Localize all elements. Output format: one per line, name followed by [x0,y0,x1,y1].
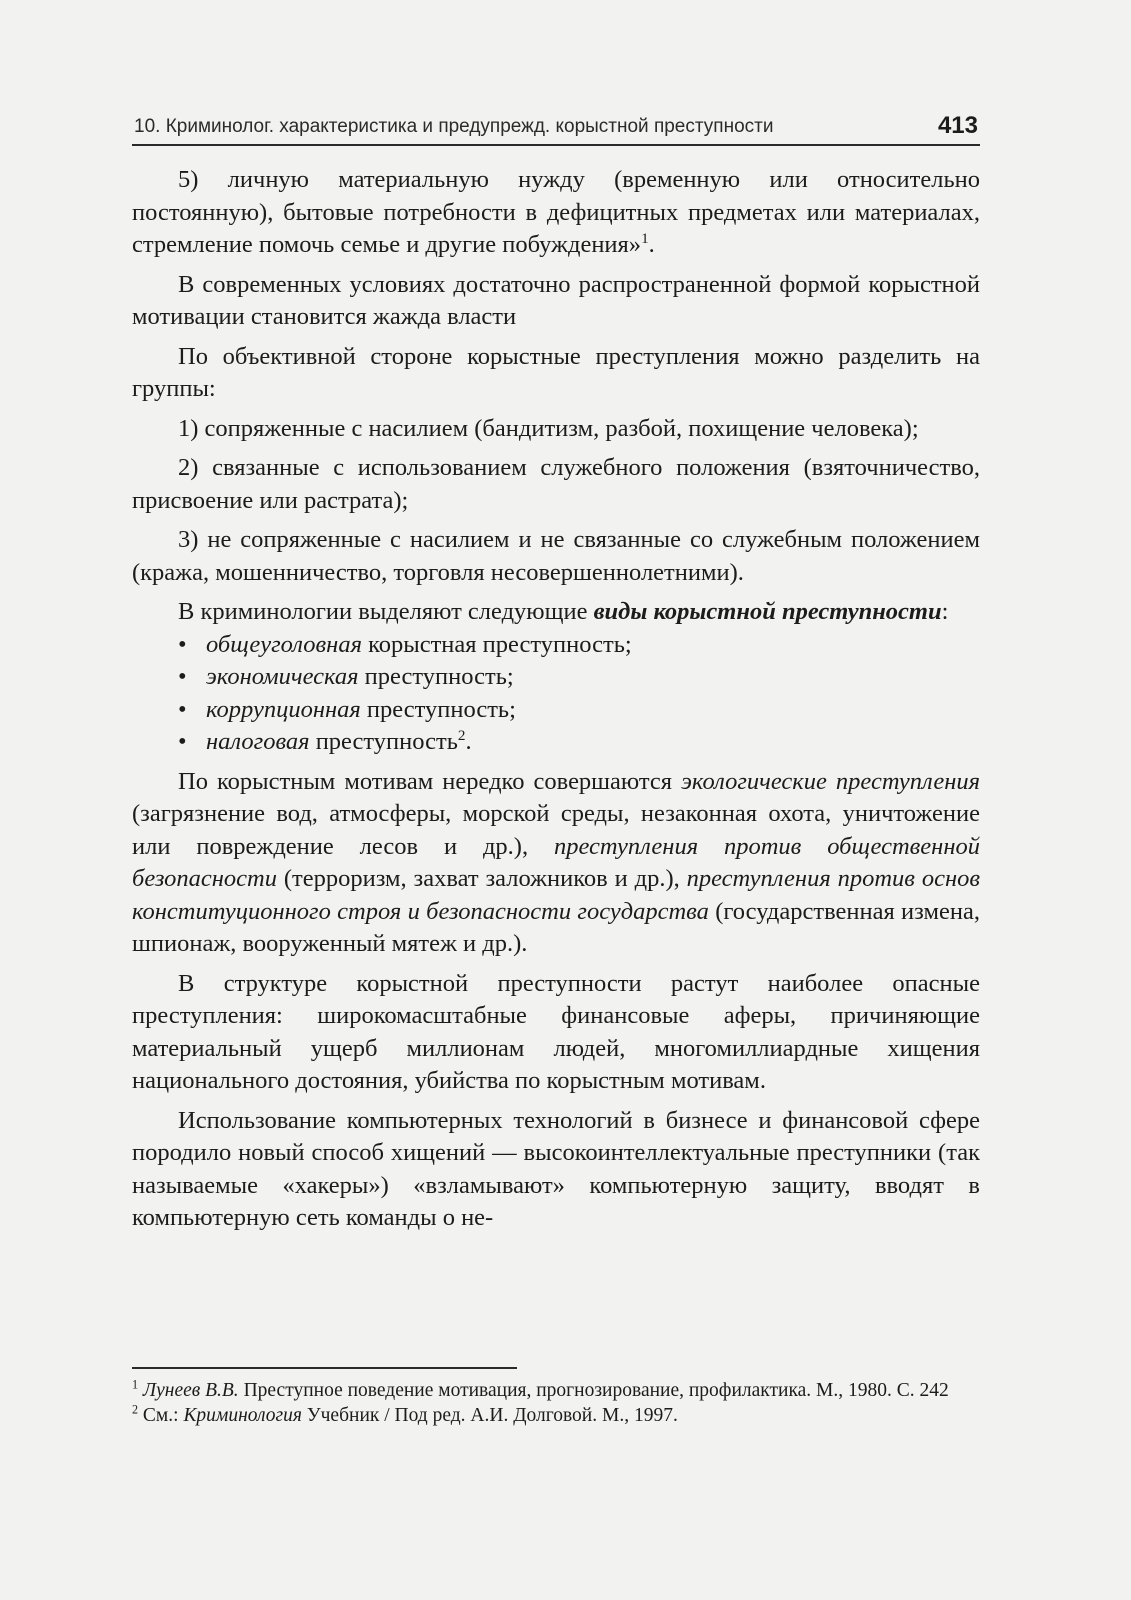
paragraph-motives-5: 5) личную материальную нужду (временную или относительно постоянную), бытовые потребности в дефицитных предметах или материалах, стремление помочь семье и другие побуждения»$^1$. [132,166,980,258]
paragraph-mercenary-crimes: По корыстным мотивам нередко совершаются экологические преступления (загрязнение вод, атмосферы, морской среды, незаконная охота, уничтожение или повреждение лесов и др.), преступления против общественной безопасности (терроризм, захват заложников и др.), преступления против основ конституционного строя и безопасности государства (государственная измена, шпионаж, вооруженный мятеж и др.). [132,767,980,957]
paragraph-power: В современных условиях достаточно распространенной формой корыстной мотивации становится жажда власти [132,270,980,330]
group-item-1: 1) сопряженные с насилием (бандитизм, разбой, похищение человека); [178,414,919,442]
footnote-1: $^1$ Лунеев В.В. Преступное поведение мотивация, прогнозирование, профилактика. М., 1980. С. 242 [132,1377,949,1401]
group-item-3: 3) не сопряженные с насилием и не связанные со служебным положением (кража, мошенничество, торговля несовершеннолетними). [132,526,980,586]
footnote-divider [132,1367,517,1369]
group-item-2: 2) связанные с использованием служебного положения (взяточничество, присвоение или растрата); [132,454,980,514]
running-header [132,108,980,146]
paragraph-structure: В структуре корыстной преступности растут наиболее опасные преступления: широкомасштабные финансовые аферы, причиняющие материальный ущерб миллионам людей, многомиллиардные хищения национального достояния, убийства по корыстным мотивам. [132,969,980,1094]
running-title: 10. Криминолог. характеристика и предупрежд. корыстной преступности [134,116,774,137]
paragraph-computer: Использование компьютерных технологий в бизнесе и финансовой сфере породило новый способ хищений — высокоинтеллектуальные преступники (так называемые «хакеры») «взламывают» компьютерную защиту, вводят в компьютерную сеть команды о не- [132,1106,980,1231]
footnote-ref: 1 [641,229,649,247]
footnote-ref: 2 [457,726,466,744]
footnote-2: $^2$ См.: Криминология Учебник / Под ред. А.И. Долговой. М., 1997. [132,1402,678,1426]
list-item: • налоговая преступность$^2$. [178,726,980,759]
page-number: 413 [937,112,978,139]
list-item: • коррупционная преступность; [178,694,980,727]
paragraph-groups-intro: По объективной стороне корыстные преступления можно разделить на группы: [132,342,980,402]
page-body [132,164,980,1235]
list-item: • общеуголовная корыстная преступность; [178,629,980,662]
list-item: • экономическая преступность; [178,661,980,694]
footnotes [132,1378,980,1428]
crime-types-list [132,629,980,759]
paragraph-types-intro: В криминологии выделяют следующие виды корыстной преступности: [178,598,949,625]
